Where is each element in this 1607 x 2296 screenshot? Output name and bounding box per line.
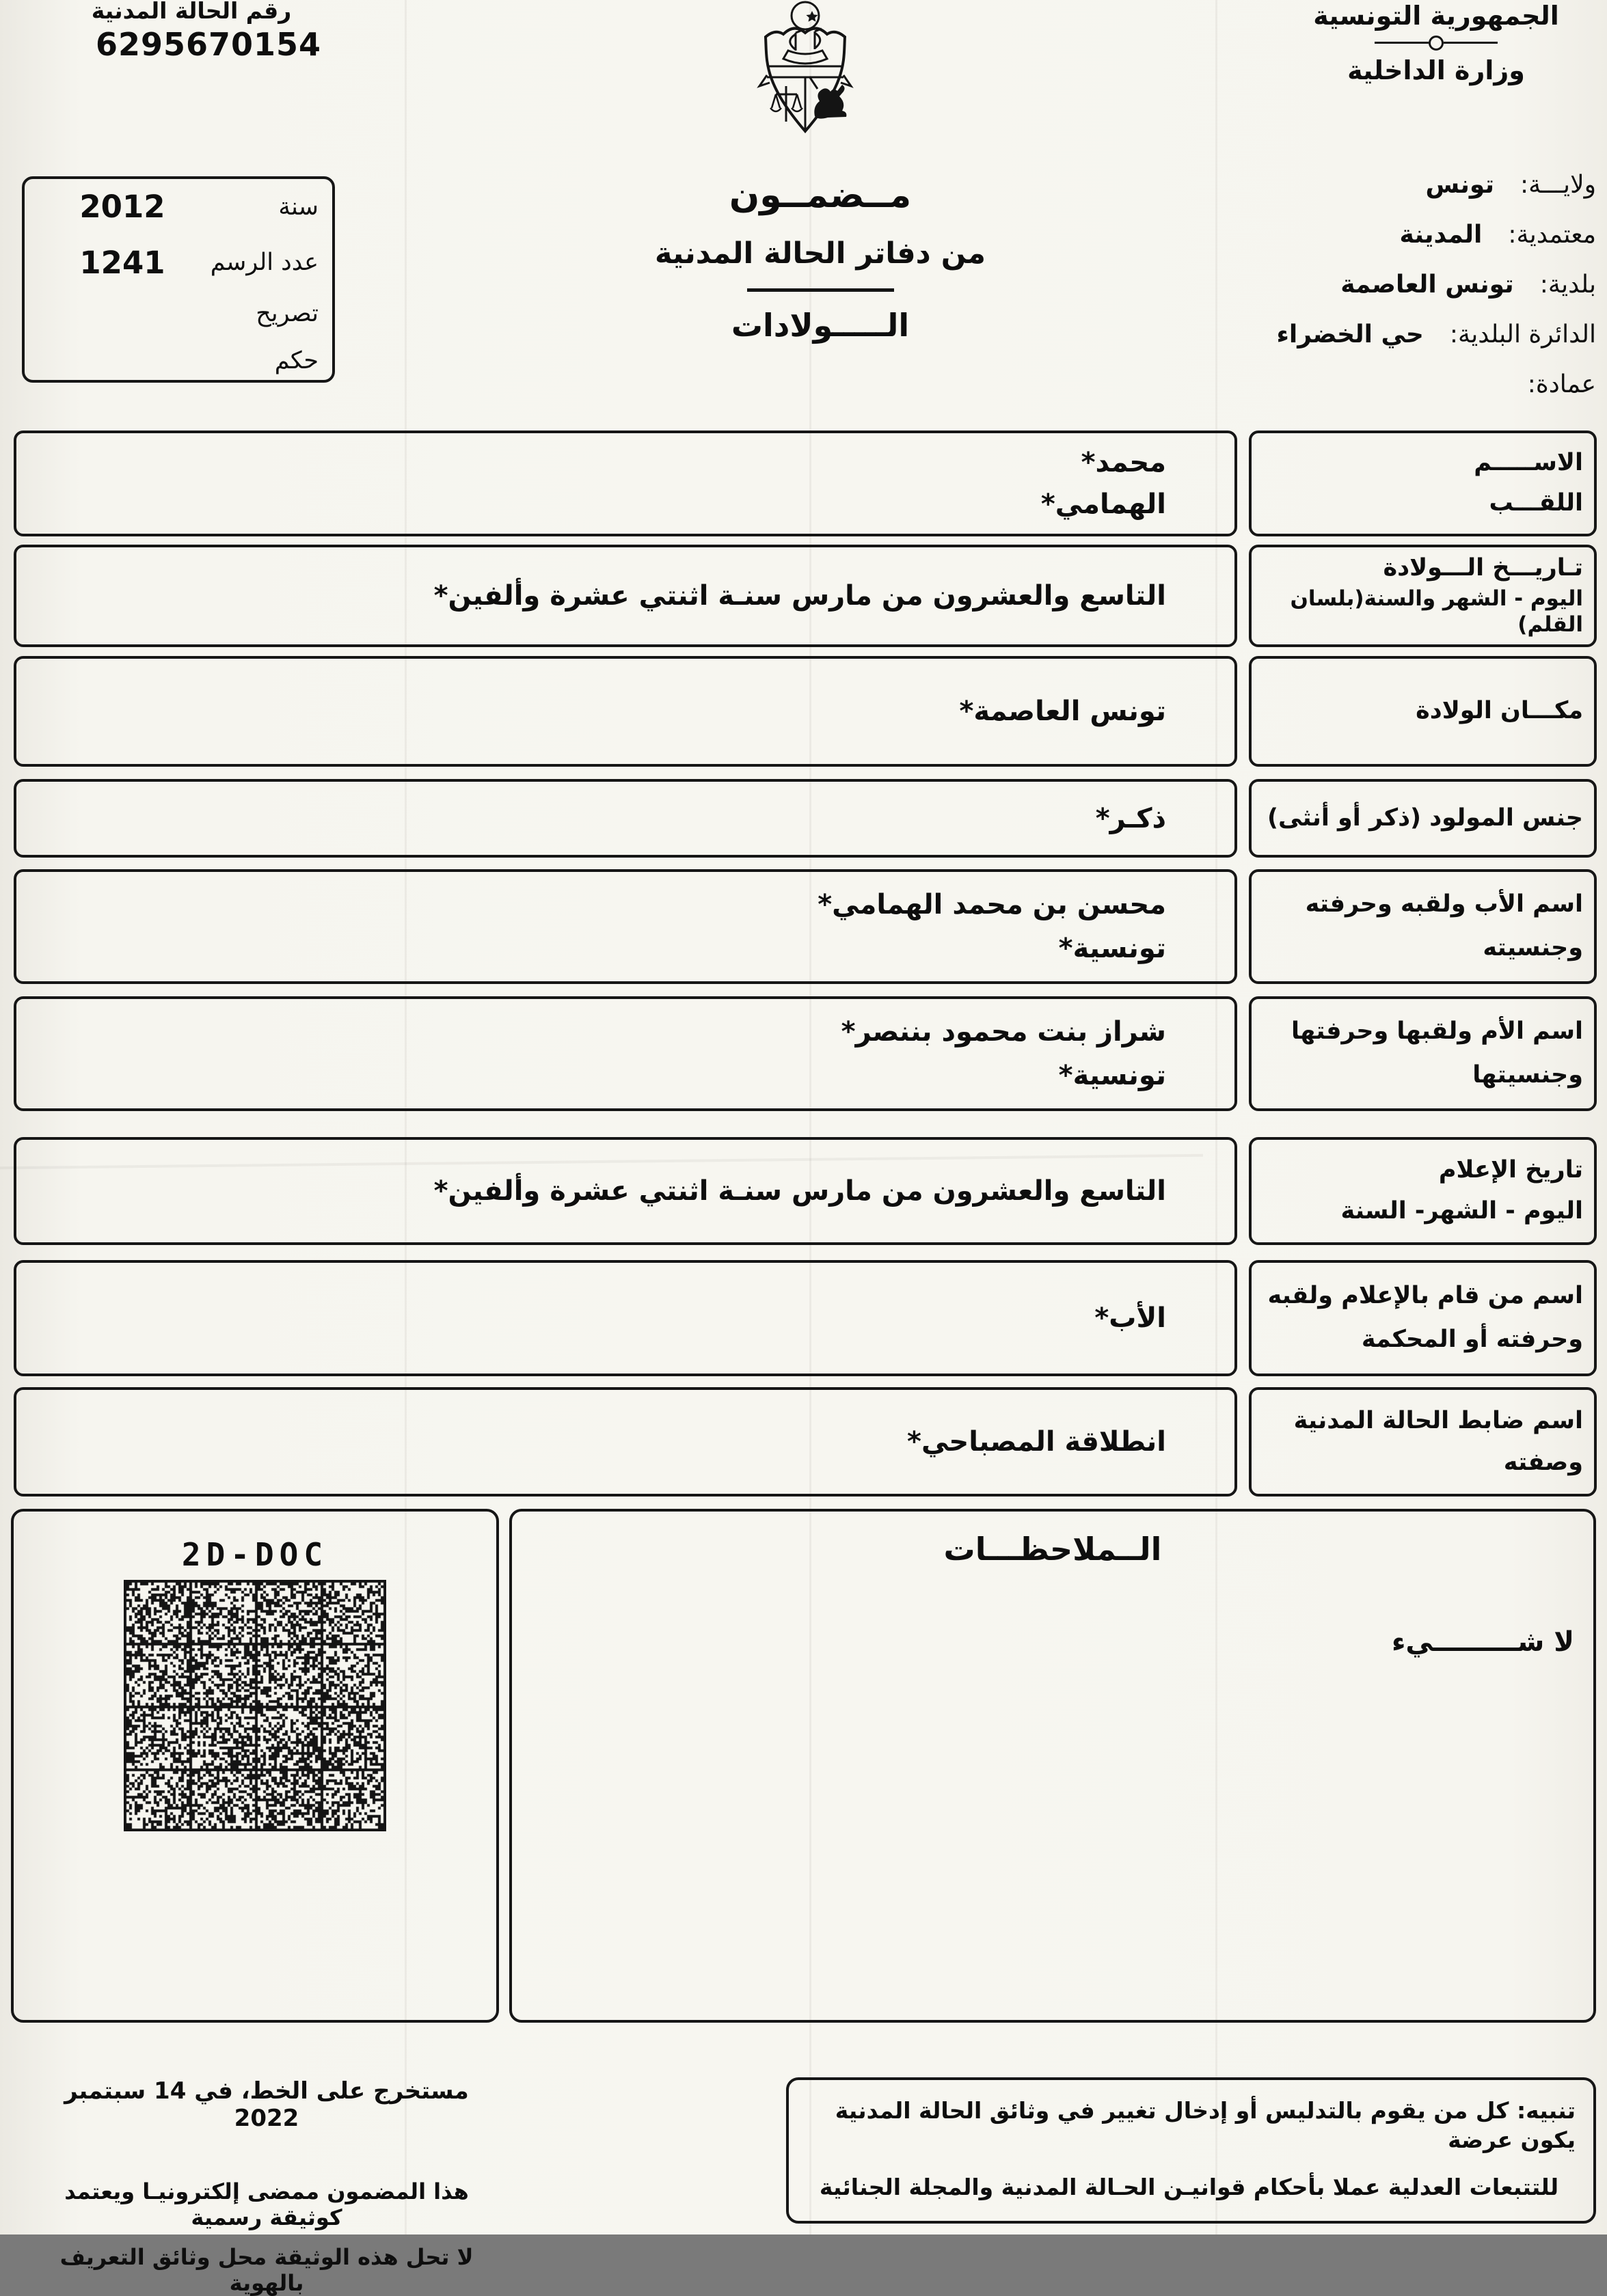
year-value: 2012: [79, 189, 165, 225]
title-births: الـــــولادات: [731, 307, 910, 344]
row-label: [1249, 656, 1597, 767]
observations-value: لا شـــــــــيء: [1391, 1626, 1574, 1658]
label-line: الاســـــم: [1474, 448, 1583, 476]
row-value: [14, 779, 1237, 858]
title-subtitle: من دفاتر الحالة المدنية: [654, 236, 986, 271]
row-value: [14, 996, 1237, 1111]
value-line: الأب*: [1094, 1302, 1166, 1334]
fraud-warning-box: [786, 2077, 1596, 2224]
label-line: وجنسيته: [1483, 934, 1583, 962]
value-line: الهمامي*: [1040, 488, 1166, 520]
title-word: مــضمــون: [729, 175, 912, 216]
district-line: [1186, 310, 1596, 359]
table-row-birthplace: [0, 656, 1607, 767]
wilaya-value: تونس: [1425, 171, 1494, 199]
registry-box: [22, 176, 335, 383]
label-line: وجنسيتها: [1472, 1061, 1583, 1089]
barcode-box: [11, 1509, 499, 2023]
registry-year-row: [36, 189, 319, 225]
row-value: [14, 1137, 1237, 1245]
act-number-value: 1241: [79, 244, 165, 281]
row-label: [1249, 869, 1597, 984]
row-label: [1249, 1260, 1597, 1376]
table-row-notification-date: [0, 1137, 1607, 1245]
value-line: شراز بنت محمود بننصر*: [841, 1015, 1166, 1048]
tunisia-coat-of-arms-icon: [755, 0, 856, 138]
value-line: ذكـر*: [1095, 802, 1166, 834]
value-line: تونس العاصمة*: [959, 696, 1166, 727]
row-label: [1249, 1137, 1597, 1245]
republic-header: [1293, 1, 1580, 85]
value-line: محمد*: [1081, 447, 1166, 479]
identity-disclaimer-line: لا تحل هذه الوثيقة محل وثائق التعريف بالهوية: [59, 2244, 474, 2296]
label-line: اليوم - الشهر- السنة: [1340, 1197, 1583, 1225]
label-line: اليوم - الشهر والسنة(بلسان القلم): [1290, 586, 1583, 638]
table-row-birthdate: [0, 545, 1607, 647]
label-line: جنس المولود (ذكر أو أنثى): [1267, 804, 1583, 832]
value-line: محسن بن محمد الهمامي*: [818, 888, 1166, 920]
label-line: اسم الأب ولقبه وحرفته: [1305, 890, 1583, 918]
municipality-line: [1186, 260, 1596, 310]
barcode-label: 2D-DOC: [181, 1536, 329, 1573]
omda-line: [1186, 359, 1596, 409]
administrative-info: [1186, 160, 1596, 409]
electronic-signature-line: هذا المضمون ممضى إلكترونيـا ويعتمد كوثيقة رسمية: [64, 2178, 469, 2230]
value-line: انطلاقة المصباحي*: [907, 1426, 1166, 1458]
row-value: [14, 869, 1237, 984]
registry-judgment-row: [36, 347, 319, 374]
row-value: [14, 656, 1237, 767]
table-row-father: [0, 869, 1607, 984]
label-line: اسم ضابط الحالة المدنية: [1293, 1406, 1583, 1434]
district-label: الدائرة البلدية:: [1449, 320, 1596, 348]
row-label: [1249, 779, 1597, 858]
table-row-registrar: [0, 1387, 1607, 1496]
municipality-value: تونس العاصمة: [1340, 271, 1514, 299]
district-value: حي الخضراء: [1276, 320, 1424, 348]
declaration-label: تصريح: [256, 300, 319, 328]
label-line: مكـــان الولادة: [1416, 697, 1583, 725]
value-line: التاسع والعشرون من مارس سنـة اثنتي عشرة وألفين*: [433, 1175, 1166, 1207]
row-value: [14, 545, 1237, 647]
table-row-mother: [0, 996, 1607, 1111]
2d-doc-barcode: [124, 1580, 386, 1831]
wilaya-label: ولايـــة:: [1520, 171, 1596, 199]
row-label: [1249, 545, 1597, 647]
header-divider: [1375, 36, 1498, 51]
footer-notes: [48, 2077, 485, 2296]
republic-name: الجمهورية التونسية: [1313, 1, 1559, 31]
judgment-label: حكم: [274, 346, 319, 374]
label-line: اسم من قام بالإعلام ولقبه: [1267, 1281, 1583, 1309]
label-line: تـاريـــخ الـــولادة: [1383, 554, 1583, 582]
wilaya-line: [1186, 160, 1596, 210]
year-label: سنة: [278, 193, 319, 221]
table-row-declarant: [0, 1260, 1607, 1376]
registry-declaration-row: [36, 300, 319, 327]
civil-number-value: 6295670154: [96, 26, 322, 63]
warning-line: للتتبعات العدلية عملا بأحكام قوانيـن الحـالة المدنية والمجلة الجنائية: [819, 2173, 1559, 2200]
label-line: تاريخ الإعلام: [1438, 1156, 1583, 1184]
row-label: [1249, 1387, 1597, 1496]
extraction-date-line: مستخرج على الخط، في 14 سبتمبر 2022: [64, 2077, 469, 2132]
label-line: اللقـــب: [1489, 489, 1583, 517]
row-value: [14, 430, 1237, 536]
warning-line: تنبيه: كل من يقوم بالتدليس أو إدخال تغيير في وثائق الحالة المدنية يكون عرضة: [835, 2097, 1576, 2153]
table-row-name: [0, 430, 1607, 536]
row-value: [14, 1387, 1237, 1496]
label-line: اسم الأم ولقبها وحرفتها: [1291, 1017, 1583, 1046]
row-label: [1249, 996, 1597, 1111]
title-underline: [747, 288, 894, 292]
row-label: [1249, 430, 1597, 536]
observations-title: الــملاحظـــات: [943, 1531, 1162, 1568]
registry-act-row: [36, 245, 319, 281]
document-title: [602, 175, 1039, 344]
label-line: وحرفته أو المحكمة: [1361, 1326, 1583, 1354]
act-number-label: عدد الرسم: [210, 249, 319, 277]
delegation-line: [1186, 210, 1596, 260]
delegation-value: المدينة: [1399, 221, 1483, 249]
delegation-label: معتمدية:: [1508, 221, 1596, 249]
observations-box: [509, 1509, 1596, 2023]
row-value: [14, 1260, 1237, 1376]
ministry-name: وزارة الداخلية: [1347, 55, 1525, 85]
value-line: التاسع والعشرون من مارس سنـة اثنتي عشرة وألفين*: [433, 580, 1166, 612]
civil-number-label: رقم الحالة المدنية: [91, 0, 292, 24]
value-line: تونسية*: [1058, 933, 1166, 965]
value-line: تونسية*: [1058, 1060, 1166, 1092]
table-row-sex: [0, 779, 1607, 858]
omda-label: عمادة:: [1527, 370, 1596, 398]
label-line: وصفته: [1503, 1448, 1583, 1476]
municipality-label: بلدية:: [1539, 271, 1596, 299]
